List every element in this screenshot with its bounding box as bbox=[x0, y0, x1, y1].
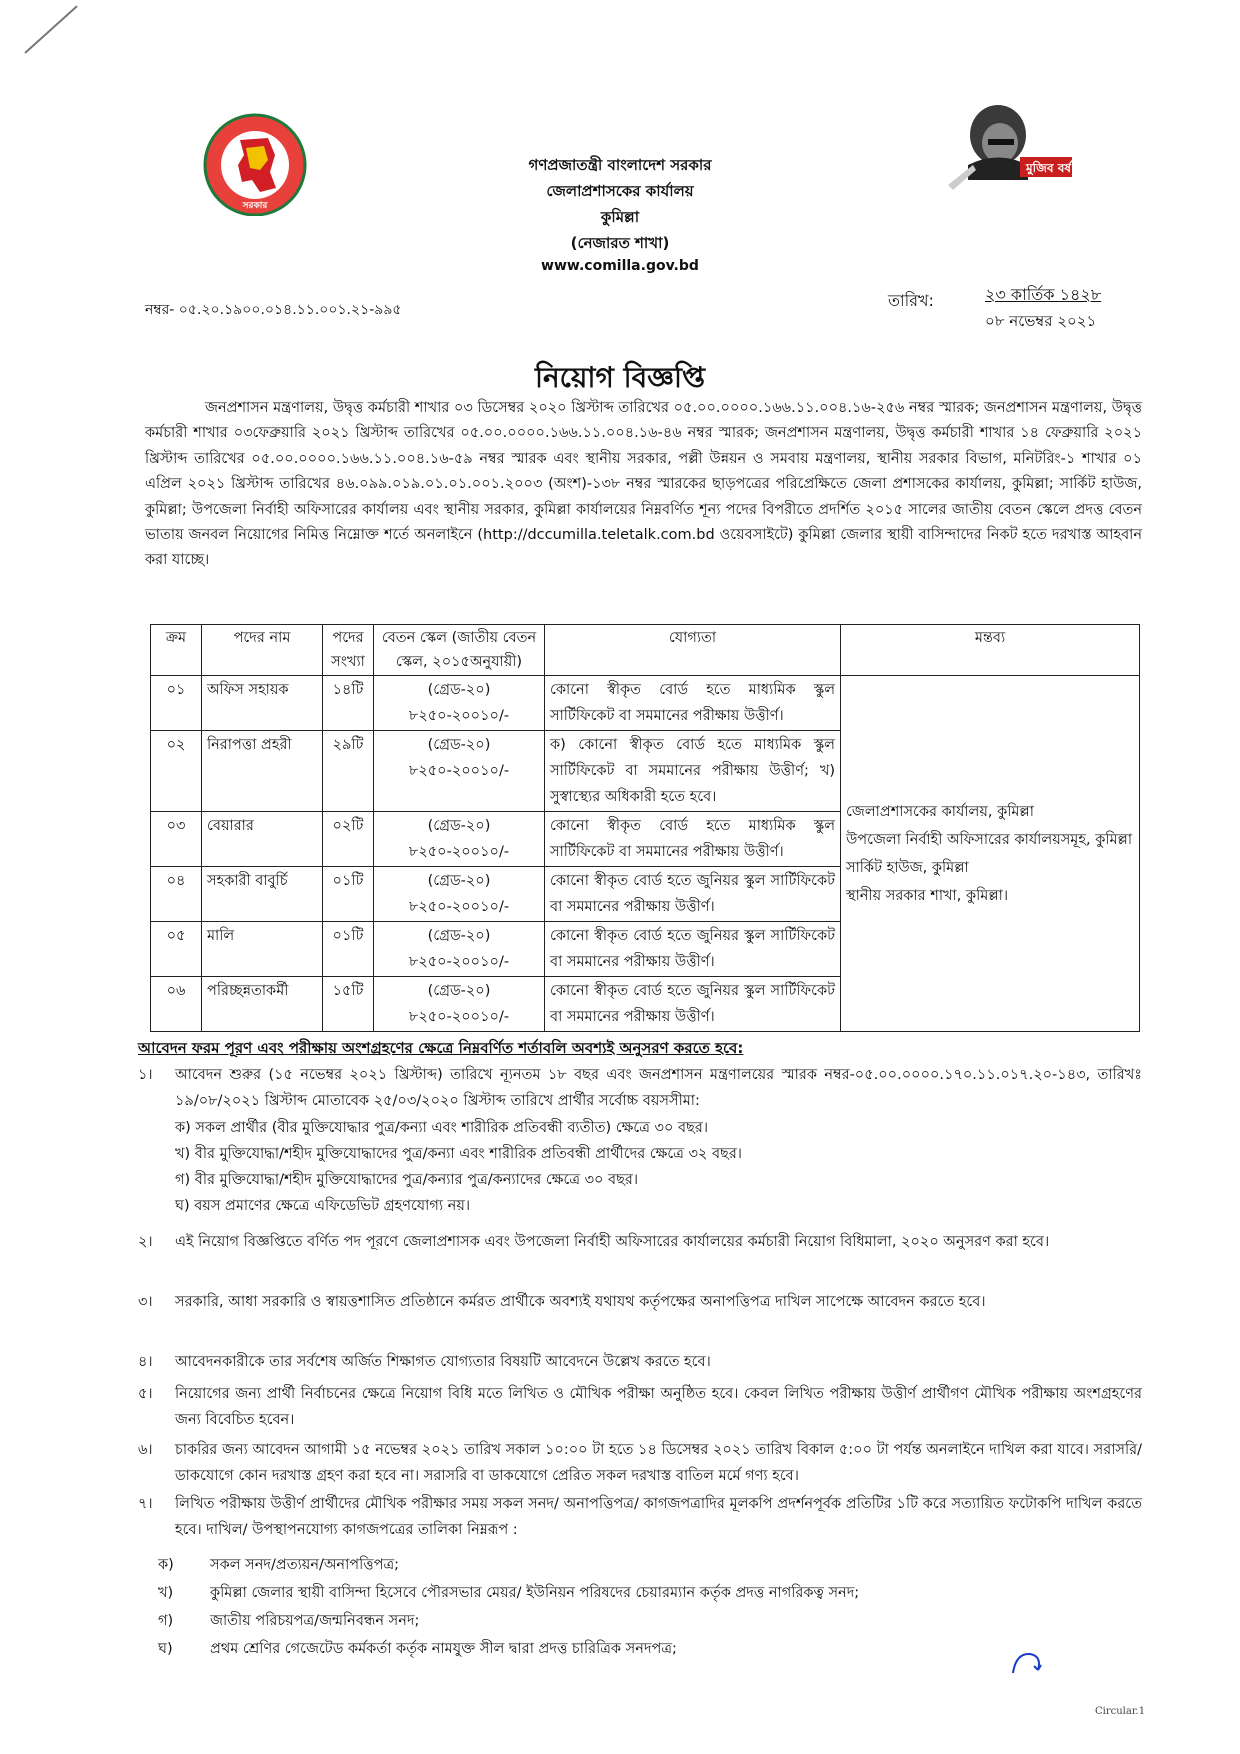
header-line-2: জেলাপ্রশাসকের কার্যালয় bbox=[546, 182, 694, 200]
remark-line: সার্কিট হাউজ, কুমিল্লা bbox=[846, 859, 969, 876]
row-serial: ০১ bbox=[151, 676, 202, 731]
row-post: নিরাপত্তা প্রহরী bbox=[202, 731, 323, 812]
header-scale: বেতন স্কেল (জাতীয় বেতন স্কেল, ২০১৫অনুযায়ী) bbox=[374, 625, 545, 676]
age-limit-item: খ) বীর মুক্তিযোদ্ধা/শহীদ মুক্তিযোদ্ধাদের পুত্র/কন্যা এবং শারীরিক প্রতিবন্ধী প্রার্থীদের ক্ষেত্রে ৩২ বছর। bbox=[175, 1146, 742, 1162]
row-count: ১৪টি bbox=[323, 676, 374, 731]
row-scale bbox=[374, 676, 545, 731]
row-grade: (গ্রেড-২০) bbox=[427, 873, 491, 889]
vacancy-table bbox=[150, 624, 1140, 1032]
condition-number: ৩। bbox=[138, 1294, 153, 1310]
row-qualification: কোনো স্বীকৃত বোর্ড হতে জুনিয়র স্কুল সার্টিফিকেট বা সমমানের পরীক্ষায় উত্তীর্ণ। bbox=[545, 922, 841, 977]
header-line-4: (নেজারত শাখা) bbox=[570, 234, 670, 252]
row-qualification: কোনো স্বীকৃত বোর্ড হতে মাধ্যমিক স্কুল সার্টিফিকেট বা সমমানের পরীক্ষায় উত্তীর্ণ। bbox=[545, 812, 841, 867]
condition-text: লিখিত পরীক্ষায় উত্তীর্ণ প্রার্থীদের মৌখিক পরীক্ষার সময় সকল সনদ/ অনাপত্তিপত্র/ কাগজপত্রাদির মূলকপি প্রদর্শনপূর্বক প্রতিটির ১টি করে সত্যায়িত ফটোকপি দাখিল করতে হবে। দাখিল/ উপস্থাপনযোগ্য কাগজপত্রের তালিকা নিম্নরূপ : bbox=[175, 1496, 1142, 1538]
row-count: ১৫টি bbox=[323, 977, 374, 1032]
row-qualification: কোনো স্বীকৃত বোর্ড হতে জুনিয়র স্কুল সার্টিফিকেট বা সমমানের পরীক্ষায় উত্তীর্ণ। bbox=[545, 977, 841, 1032]
header-website: www.comilla.gov.bd bbox=[541, 258, 699, 274]
row-scale-value: ৮২৫০-২০০১০/- bbox=[408, 844, 510, 860]
government-seal-icon bbox=[180, 110, 330, 216]
remark-line: উপজেলা নির্বাহী অফিসারের কার্যালয়সমূহ, কুমিল্লা bbox=[846, 831, 1133, 848]
condition-number: ১। bbox=[138, 1067, 153, 1083]
row-qualification: ক) কোনো স্বীকৃত বোর্ড হতে মাধ্যমিক স্কুল সার্টিফিকেট বা সমমানের পরীক্ষায় উত্তীর্ণ; খ) সুস্বাস্থ্যের অধিকারী হতে হবে। bbox=[545, 731, 841, 812]
intro-paragraph: জনপ্রশাসন মন্ত্রণালয়, উদ্বৃত্ত কর্মচারী শাখার ০৩ ডিসেম্বর ২০২০ খ্রিস্টাব্দ তারিখের ০৫.০০.০০০০.১৬৬.১১.০০৪.১৬-২৫৬ নম্বর স্মারক; জনপ্রশাসন মন্ত্রণালয়, উদ্বৃত্ত কর্মচারী শাখার ০৩ফেব্রুয়ারি ২০২১ খ্রিস্টাব্দ তারিখের ০৫.০০.০০০০.১৬৬.১১.০০৪.১৬-৪৬ নম্বর স্মারক; জনপ্রশাসন মন্ত্রণালয়, উদ্বৃত্ত কর্মচারী শাখার ১৪ ফেব্রুয়ারি ২০২১ খ্রিস্টাব্দ তারিখের ০৫.০০.০০০০.১৬৬.১১.০০৪.১৬-৫৯ নম্বর স্মারক এবং স্থানীয় সরকার, পল্লী উন্নয়ন ও সমবায় মন্ত্রণালয়, স্থানীয় সরকার বিভাগ, মনিটরিং-১ শাখার ০১ এপ্রিল ২০২১ খ্রিস্টাব্দ তারিখের ৪৬.০৯৯.০১৯.০১.০১.০০১.২০০৩ (অংশ)-১৩৮ নম্বর স্মারকের ছাড়পত্রের পরিপ্রেক্ষিতে জেলা প্রশাসকের কার্যালয়, কুমিল্লা; সার্কিট হাউজ, কুমিল্লা; উপজেলা নির্বাহী অফিসারের কার্যালয় এবং স্থানীয় সরকার, কুমিল্লা কার্যালয়ের নিম্নবর্ণিত শূন্য পদের বিপরীতে প্রদর্শিত ২০১৫ সালের জাতীয় বেতন স্কেলে প্রদত্ত বেতন ভাতায় জনবল নিয়োগের নিমিত্ত নিম্নোক্ত শর্তে অনলাইনে (http://dccumilla.teletalk.com.bd ওয়েবসাইটে) কুমিল্লা জেলার স্থায়ী বাসিন্দাদের নিকট হতে দরখাস্ত আহবান করা যাচ্ছে। bbox=[145, 400, 1142, 569]
age-limit-item: ক) সকল প্রার্থীর (বীর মুক্তিযোদ্ধার পুত্র/কন্যা এবং শারীরিক প্রতিবন্ধী ব্যতীত) ক্ষেত্রে ৩০ বছর। bbox=[175, 1120, 708, 1136]
row-count: ২৯টি bbox=[323, 731, 374, 812]
condition-text: নিয়োগের জন্য প্রার্থী নির্বাচনের ক্ষেত্রে নিয়োগ বিধি মতে লিখিত ও মৌখিক পরীক্ষা অনুষ্ঠিত হবে। কেবল লিখিত পরীক্ষায় উত্তীর্ণ প্রার্থীগণ মৌখিক পরীক্ষায় অংশগ্রহণের জন্য বিবেচিত হবেন। bbox=[175, 1386, 1142, 1428]
date-label: তারিখ: bbox=[888, 291, 934, 310]
row-scale bbox=[374, 731, 545, 812]
row-grade: (গ্রেড-২০) bbox=[427, 928, 491, 944]
svg-text:মুজিব বর্ষ 100: মুজিব বর্ষ 100 bbox=[1026, 161, 1101, 175]
document-text: সকল সনদ/প্রত্যয়ন/অনাপত্তিপত্র; bbox=[210, 1557, 400, 1573]
row-scale-value: ৮২৫০-২০০১০/- bbox=[408, 1009, 510, 1025]
table-header-row bbox=[151, 625, 1140, 676]
row-serial: ০৫ bbox=[151, 922, 202, 977]
header-line-3: কুমিল্লা bbox=[600, 208, 640, 226]
row-count: ০১টি bbox=[323, 922, 374, 977]
row-count: ০১টি bbox=[323, 867, 374, 922]
header-count: পদের সংখ্যা bbox=[323, 625, 374, 676]
document-label: ঘ) bbox=[158, 1641, 173, 1657]
document-text: কুমিল্লা জেলার স্থায়ী বাসিন্দা হিসেবে পৌরসভার মেয়র/ ইউনিয়ন পরিষদের চেয়ারম্যান কর্তৃক প্রদত্ত নাগরিকত্ব সনদ; bbox=[210, 1585, 860, 1601]
footer-label: Circular.1 bbox=[1095, 1706, 1146, 1717]
pen-mark bbox=[24, 5, 77, 53]
row-scale bbox=[374, 867, 545, 922]
row-post: মালি bbox=[202, 922, 323, 977]
condition-text: আবেদনকারীকে তার সর্বশেষ অর্জিত শিক্ষাগত যোগ্যতার বিষয়টি আবেদনে উল্লেখ করতে হবে। bbox=[175, 1354, 711, 1370]
page-title: নিয়োগ বিজ্ঞপ্তি bbox=[534, 361, 706, 394]
memo-number: নম্বর- ০৫.২০.১৯০০.০১৪.১১.০০১.২১-৯৯৫ bbox=[145, 302, 402, 318]
condition-text: এই নিয়োগ বিজ্ঞপ্তিতে বর্ণিত পদ পূরণে জেলাপ্রশাসক এবং উপজেলা নির্বাহী অফিসারের কার্যালয়ের কর্মচারী নিয়োগ বিধিমালা, ২০২০ অনুসরণ করা হবে। bbox=[175, 1234, 1050, 1250]
document-label: খ) bbox=[158, 1585, 174, 1601]
row-post: পরিচ্ছন্নতাকর্মী bbox=[202, 977, 323, 1032]
document-label: গ) bbox=[158, 1613, 174, 1629]
header-qualification: যোগ্যতা bbox=[545, 625, 841, 676]
row-grade: (গ্রেড-২০) bbox=[427, 818, 491, 834]
date-gregorian: ০৮ নভেম্বর ২০২১ bbox=[985, 312, 1097, 330]
row-scale-value: ৮২৫০-২০০১০/- bbox=[408, 763, 510, 779]
header-remarks: মন্তব্য bbox=[841, 625, 1140, 676]
remark-line: স্থানীয় সরকার শাখা, কুমিল্লা। bbox=[846, 887, 1009, 904]
header-post: পদের নাম bbox=[202, 625, 323, 676]
header-line-1: গণপ্রজাতন্ত্রী বাংলাদেশ সরকার bbox=[528, 156, 712, 174]
condition-text: চাকরির জন্য আবেদন আগামী ১৫ নভেম্বর ২০২১ তারিখ সকাল ১০:০০ টা হতে ১৪ ডিসেম্বর ২০২১ তারিখ বিকাল ৫:০০ টা পর্যন্ত অনলাইনে দাখিল করা যাবে। সরাসরি/ ডাকযোগে কোন দরখাস্ত গ্রহণ করা হবে না। সরাসরি বা ডাকযোগে প্রেরিত সকল দরখাস্ত বাতিল মর্মে গণ্য হবে। bbox=[175, 1442, 1142, 1484]
row-qualification: কোনো স্বীকৃত বোর্ড হতে মাধ্যমিক স্কুল সার্টিফিকেট বা সমমানের পরীক্ষায় উত্তীর্ণ। bbox=[545, 676, 841, 731]
document-label: ক) bbox=[158, 1557, 174, 1573]
row-post: সহকারী বাবুর্চি bbox=[202, 867, 323, 922]
header-serial: ক্রম bbox=[151, 625, 202, 676]
date-bangla: ২৩ কার্তিক ১৪২৮ bbox=[985, 285, 1102, 304]
row-post: অফিস সহায়ক bbox=[202, 676, 323, 731]
row-grade: (গ্রেড-২০) bbox=[427, 983, 491, 999]
row-grade: (গ্রেড-২০) bbox=[427, 737, 491, 753]
row-qualification: কোনো স্বীকৃত বোর্ড হতে জুনিয়র স্কুল সার্টিফিকেট বা সমমানের পরীক্ষায় উত্তীর্ণ। bbox=[545, 867, 841, 922]
row-count: ০২টি bbox=[323, 812, 374, 867]
svg-text:সরকার: সরকার bbox=[242, 201, 268, 211]
row-scale-value: ৮২৫০-২০০১০/- bbox=[408, 708, 510, 724]
remark-line: জেলাপ্রশাসকের কার্যালয়, কুমিল্লা bbox=[846, 803, 1034, 820]
row-scale bbox=[374, 977, 545, 1032]
row-serial: ০৪ bbox=[151, 867, 202, 922]
age-limit-item: গ) বীর মুক্তিযোদ্ধা/শহীদ মুক্তিযোদ্ধাদের পুত্র/কন্যার পুত্র/কন্যাদের ক্ষেত্রে ৩০ বছর। bbox=[175, 1172, 639, 1188]
row-serial: ০২ bbox=[151, 731, 202, 812]
condition-number: ৬। bbox=[138, 1442, 153, 1458]
condition-number: ৭। bbox=[138, 1496, 153, 1512]
row-post: বেয়ারার bbox=[202, 812, 323, 867]
row-scale-value: ৮২৫০-২০০১০/- bbox=[408, 899, 510, 915]
document-text: প্রথম শ্রেণির গেজেটেড কর্মকর্তা কর্তৃক নামযুক্ত সীল দ্বারা প্রদত্ত চারিত্রিক সনদপত্র; bbox=[210, 1641, 677, 1657]
condition-number: ৪। bbox=[138, 1354, 153, 1370]
condition-text: সরকারি, আধা সরকারি ও স্বায়ত্তশাসিত প্রতিষ্ঠানে কর্মরত প্রার্থীকে অবশ্যই যথাযথ কর্তৃপক্ষের অনাপত্তিপত্র দাখিল সাপেক্ষে আবেদন করতে হবে। bbox=[175, 1294, 986, 1310]
remarks-cell bbox=[841, 676, 1140, 1032]
condition-number: ২। bbox=[138, 1234, 153, 1250]
document-text: জাতীয় পরিচয়পত্র/জন্মনিবন্ধন সনদ; bbox=[210, 1613, 420, 1629]
row-scale bbox=[374, 812, 545, 867]
condition-text: আবেদন শুরুর (১৫ নভেম্বর ২০২১ খ্রিস্টাব্দ) তারিখে ন্যূনতম ১৮ বছর এবং জনপ্রশাসন মন্ত্রণালয়ের স্মারক নম্বর-০৫.০০.০০০০.১৭০.১১.০১৭.২০-১৪৩, তারিখঃ ১৯/০৮/২০২১ খ্রিস্টাব্দ মোতাবেক ২৫/০৩/২০২০ খ্রিস্টাব্দ তারিখে প্রার্থীর সর্বোচ্চ বয়সসীমা: bbox=[175, 1067, 1142, 1109]
row-serial: ০৬ bbox=[151, 977, 202, 1032]
condition-number: ৫। bbox=[138, 1386, 153, 1402]
row-scale bbox=[374, 922, 545, 977]
age-limit-item: ঘ) বয়স প্রমাণের ক্ষেত্রে এফিডেভিট গ্রহণযোগ্য নয়। bbox=[175, 1198, 471, 1214]
row-serial: ০৩ bbox=[151, 812, 202, 867]
row-grade: (গ্রেড-২০) bbox=[427, 682, 491, 698]
conditions-heading: আবেদন ফরম পূরণ এবং পরীক্ষায় অংশগ্রহণের ক্ষেত্রে নিম্নবর্ণিত শর্তাবলি অবশ্যই অনুসরণ করতে হবে: bbox=[138, 1039, 744, 1057]
mujib-borsho-emblem-icon bbox=[928, 95, 1108, 205]
initial-signature-icon bbox=[1008, 1648, 1048, 1678]
table-row bbox=[151, 676, 1140, 731]
row-scale-value: ৮২৫০-২০০১০/- bbox=[408, 954, 510, 970]
